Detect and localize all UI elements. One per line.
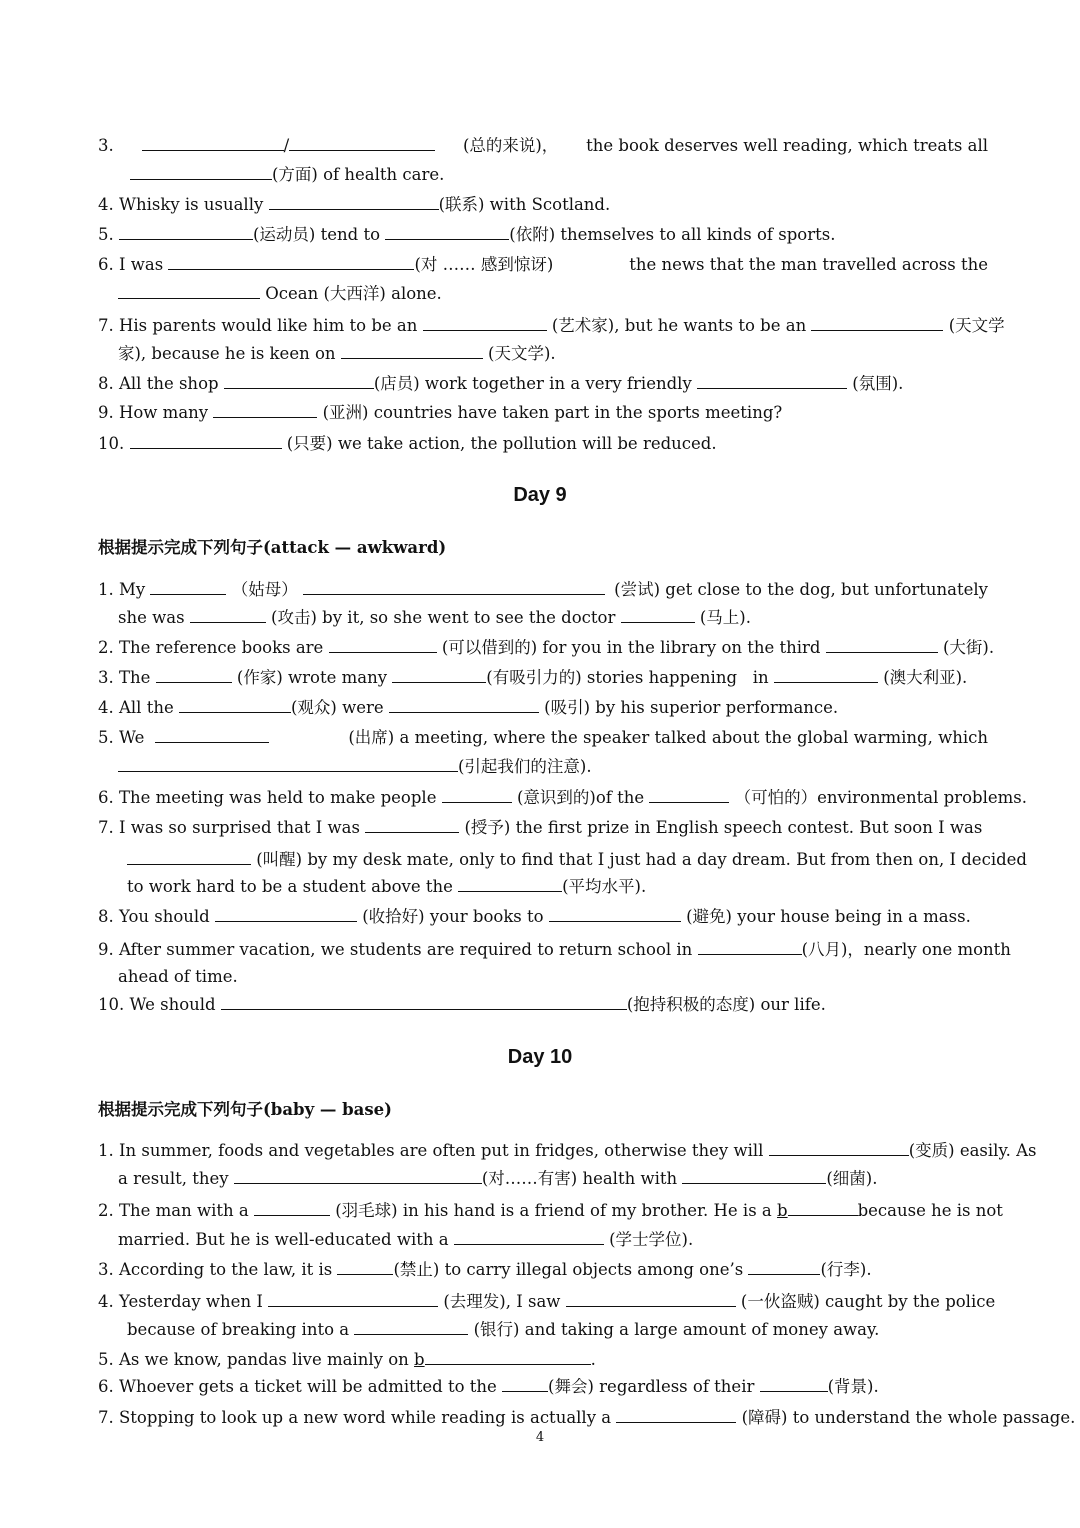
day10-q4-line2: because of breaking into a (银行) and taking a large amount of money away.	[127, 1320, 880, 1339]
day8-q9: 9. How many (亚洲) countries have taken part in the sports meeting?	[98, 403, 783, 422]
day9-q7-line1: 7. I was so surprised that I was (授予) the first prize in English speech contest. But soon I was	[98, 818, 983, 837]
day8-q8: 8. All the shop (店员) work together in a very friendly (氛围).	[98, 374, 904, 393]
answer-blank[interactable]	[788, 1200, 858, 1216]
answer-blank[interactable]	[155, 727, 269, 743]
answer-blank[interactable]	[130, 164, 272, 180]
answer-blank[interactable]	[337, 1259, 393, 1275]
section-title: Day 9	[513, 484, 567, 506]
day10-q3: 3. According to the law, it is (禁止) to carry illegal objects among one’s (行李).	[98, 1260, 872, 1279]
answer-blank[interactable]	[221, 994, 627, 1010]
answer-blank[interactable]	[224, 373, 374, 389]
answer-blank[interactable]	[566, 1291, 736, 1307]
day9-q9-line2: ahead of time.	[118, 967, 238, 986]
day9-q7-line2: (叫醒) by my desk mate, only to find that I just had a day dream. But from then on, I decided	[127, 849, 987, 871]
day9-q3: 3. The (作家) wrote many (有吸引力的) stories happening in (澳大利亚).	[98, 668, 968, 687]
day10-q7: 7. Stopping to look up a new word while reading is actually a (障碍) to understand the whole passage.	[98, 1408, 1076, 1427]
answer-blank[interactable]	[698, 939, 802, 955]
answer-blank[interactable]	[190, 607, 266, 623]
page-number: 4	[535, 1430, 545, 1445]
day9-q7-line3: to work hard to be a student above the (平均水平).	[127, 877, 647, 896]
day8-q7-line1: 7. His parents would like him to be an (艺术家), but he wants to be an (天文学	[98, 316, 1005, 335]
answer-blank[interactable]	[454, 1229, 604, 1245]
day8-q5: 5. (运动员) tend to (依附) themselves to all kinds of sports.	[98, 225, 836, 244]
answer-blank[interactable]	[365, 817, 459, 833]
answer-blank[interactable]	[442, 787, 512, 803]
day8-q6-line1: 6. I was (对 …… 感到惊讶) the news that the man travelled across the	[98, 255, 988, 274]
day8-q10: 10. (只要) we take action, the pollution will be reduced.	[98, 434, 717, 453]
answer-blank[interactable]	[682, 1168, 826, 1184]
day10-q4-line1: 4. Yesterday when I (去理发), I saw (一伙盗贼) caught by the police	[98, 1292, 996, 1311]
day9-q8: 8. You should (收拾好) your books to (避免) your house being in a mass.	[98, 907, 971, 926]
section-title: Day 10	[507, 1046, 573, 1068]
day8-q6-line2: Ocean (大西洋) alone.	[118, 283, 988, 305]
answer-blank[interactable]	[268, 1291, 438, 1307]
answer-blank[interactable]	[142, 135, 284, 151]
answer-blank[interactable]	[168, 254, 414, 270]
answer-blank[interactable]	[213, 402, 317, 418]
answer-blank[interactable]	[150, 579, 226, 595]
answer-blank[interactable]	[385, 224, 509, 240]
day9-q5-line1: 5. We (出席) a meeting, where the speaker talked about the global warming, which	[98, 728, 988, 747]
answer-blank[interactable]	[118, 283, 260, 299]
day8-q7-line2: 家), because he is keen on (天文学).	[118, 344, 556, 363]
section-instruction: 根据提示完成下列句子(attack — awkward)	[98, 538, 447, 557]
answer-blank[interactable]	[616, 1407, 736, 1423]
answer-blank[interactable]	[289, 135, 435, 151]
day8-q4: 4. Whisky is usually (联系) with Scotland.	[98, 195, 611, 214]
day10-q6: 6. Whoever gets a ticket will be admitted to the (舞会) regardless of their (背景).	[98, 1377, 879, 1396]
answer-blank[interactable]	[254, 1200, 330, 1216]
answer-blank[interactable]	[215, 906, 357, 922]
answer-blank[interactable]	[118, 756, 458, 772]
answer-blank[interactable]	[389, 697, 539, 713]
answer-blank[interactable]	[423, 315, 547, 331]
day10-q5: 5. As we know, pandas live mainly on b .	[98, 1350, 596, 1369]
answer-blank[interactable]	[127, 849, 251, 865]
answer-blank[interactable]	[748, 1259, 820, 1275]
answer-blank[interactable]	[649, 787, 729, 803]
day10-q1-line2: a result, they (对……有害) health with (细菌).	[118, 1169, 878, 1188]
day9-q5-line2: (引起我们的注意).	[118, 756, 988, 778]
answer-blank[interactable]	[119, 224, 253, 240]
answer-blank[interactable]	[549, 906, 681, 922]
day9-q1-line1: 1. My （姑母） (尝试) get close to the dog, but unfortunately	[98, 580, 988, 599]
answer-blank[interactable]	[458, 876, 562, 892]
answer-blank[interactable]	[392, 667, 486, 683]
answer-blank[interactable]	[156, 667, 232, 683]
answer-blank[interactable]	[234, 1168, 482, 1184]
section-instruction: 根据提示完成下列句子(baby — base)	[98, 1100, 392, 1119]
answer-blank[interactable]	[774, 667, 878, 683]
day9-q9-line1: 9. After summer vacation, we students are required to return school in (八月)，nearly one month	[98, 940, 1011, 959]
answer-blank[interactable]	[329, 637, 437, 653]
answer-blank[interactable]	[826, 637, 938, 653]
day10-q1-line1: 1. In summer, foods and vegetables are often put in fridges, otherwise they will (变质) easily. As	[98, 1141, 1037, 1160]
day8-q3-line2: (方面) of health care.	[98, 164, 988, 186]
day9-q10: 10. We should (抱持积极的态度) our life.	[98, 995, 826, 1014]
day10-q2-line2: married. But he is well-educated with a (学士学位).	[118, 1230, 694, 1249]
answer-blank[interactable]	[811, 315, 943, 331]
day9-q6: 6. The meeting was held to make people (意识到的)of the （可怕的）environmental problems.	[98, 788, 1027, 807]
answer-blank[interactable]	[341, 343, 483, 359]
answer-blank[interactable]	[269, 194, 439, 210]
day8-q3-line1: 3. / (总的来说)， the book deserves well reading, which treats all	[98, 136, 988, 155]
answer-blank[interactable]	[697, 373, 847, 389]
answer-blank[interactable]	[760, 1376, 828, 1392]
answer-blank[interactable]	[425, 1349, 591, 1365]
answer-blank[interactable]	[621, 607, 695, 623]
day9-q4: 4. All the (观众) were (吸引) by his superior performance.	[98, 698, 839, 717]
answer-blank[interactable]	[769, 1140, 909, 1156]
day10-q2-line1: 2. The man with a (羽毛球) in his hand is a friend of my brother. He is a b because he is not	[98, 1201, 1003, 1220]
answer-blank[interactable]	[179, 697, 291, 713]
answer-blank[interactable]	[354, 1319, 468, 1335]
answer-blank[interactable]	[130, 433, 282, 449]
answer-blank[interactable]	[502, 1376, 548, 1392]
answer-blank[interactable]	[303, 579, 605, 595]
day9-q1-line2: she was (攻击) by it, so she went to see the doctor (马上).	[118, 608, 751, 627]
day9-q2: 2. The reference books are (可以借到的) for you in the library on the third (大街).	[98, 638, 995, 657]
